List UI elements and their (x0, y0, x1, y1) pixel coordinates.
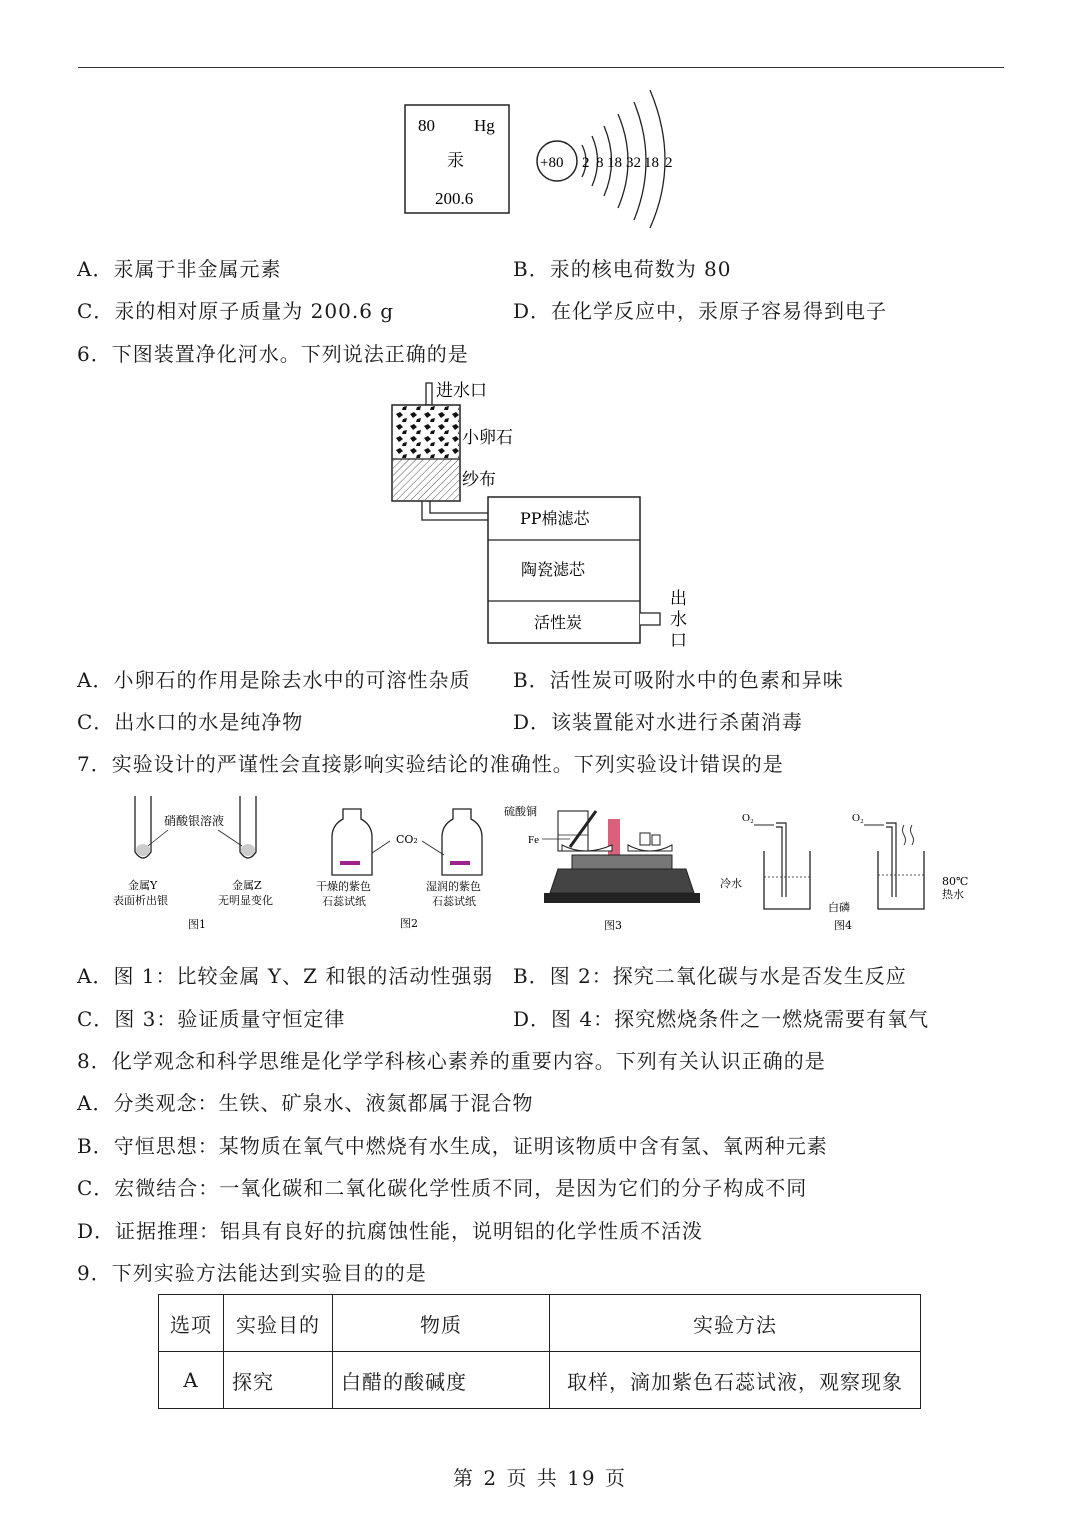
header-rule (78, 67, 1004, 68)
q7-option-c: C．图 3：验证质量守恒定律 (77, 1007, 346, 1031)
q8-option-b: B．守恒思想：某物质在氧气中燃烧有水生成，证明该物质中含有氢、氧两种元素 (77, 1134, 828, 1158)
table-header-cell: 实验目的 (224, 1295, 333, 1352)
q7-option-a: A．图 1：比较金属 Y、Z 和银的活动性强弱 (77, 964, 494, 988)
element-name: 汞 (447, 151, 464, 171)
o2-right-label: O₂ (852, 812, 864, 824)
table-cell: 白醋的酸碱度 (333, 1352, 550, 1409)
fig3-caption: 图3 (604, 919, 622, 932)
q7-figure-2 (310, 805, 510, 935)
q9-stem: 9．下列实验方法能达到实验目的的是 (77, 1261, 427, 1285)
q8-option-c: C．宏微结合：一氧化碳和二氧化碳化学性质不同，是因为它们的分子构成不同 (77, 1176, 808, 1200)
cold-water-label: 冷水 (720, 877, 742, 890)
metal-y-label: 金属Y (128, 879, 158, 892)
q7-stem: 7．实验设计的严谨性会直接影响实验结论的准确性。下列实验设计错误的是 (77, 752, 784, 776)
outlet-label-3: 口 (670, 631, 687, 651)
q8-option-d: D．证据推理：铝具有良好的抗腐蚀性能，说明铝的化学性质不活泼 (77, 1219, 704, 1243)
q7-figure-4 (716, 805, 978, 935)
fig4-caption: 图4 (834, 919, 852, 932)
silver-nitrate-label: 硝酸银溶液 (164, 814, 225, 828)
table-cell: A (159, 1352, 224, 1409)
page-footer: 第 2 页 共 19 页 (453, 1466, 627, 1490)
q6-option-d: D．该装置能对水进行杀菌消毒 (513, 710, 804, 734)
pp-filter-label: PP棉滤芯 (520, 509, 590, 528)
metal-z-result: 无明显变化 (218, 894, 273, 907)
q5-option-b: B．汞的核电荷数为 80 (513, 257, 732, 281)
pebble-label: 小卵石 (462, 428, 513, 448)
q7-option-b: B．图 2：探究二氧化碳与水是否发生反应 (513, 964, 907, 988)
table-header-row (159, 1295, 921, 1352)
co2-label: CO₂ (396, 833, 418, 846)
shell-1: 2 (582, 155, 590, 171)
table-cell: 探究 (224, 1352, 333, 1409)
table-header-cell: 物质 (333, 1295, 550, 1352)
q7-figure-3 (500, 795, 700, 935)
mercury-element-figure (400, 88, 690, 228)
hot-water-temp-label: 80℃ (942, 875, 969, 888)
element-number: 80 (418, 116, 435, 135)
wet-litmus-label-2: 石蕊试纸 (432, 895, 476, 908)
shell-5: 18 (644, 155, 659, 171)
q6-option-b: B．活性炭可吸附水中的色素和异味 (513, 668, 844, 692)
water-purifier-figure (380, 375, 700, 655)
fig1-caption: 图1 (188, 918, 206, 931)
table-cell: 取样，滴加紫色石蕊试液，观察现象 (550, 1352, 921, 1409)
dry-litmus-label-2: 石蕊试纸 (322, 895, 366, 908)
q6-option-a: A．小卵石的作用是除去水中的可溶性杂质 (77, 668, 471, 692)
carbon-filter-label: 活性炭 (534, 613, 583, 632)
nucleus-charge: +80 (540, 155, 564, 171)
table-row (159, 1352, 921, 1409)
table-header-cell: 实验方法 (550, 1295, 921, 1352)
ceramic-filter-label: 陶瓷滤芯 (521, 560, 586, 579)
q5-option-c: C．汞的相对原子质量为 200.6 g (77, 299, 395, 323)
shell-4: 32 (626, 155, 641, 171)
fig2-caption: 图2 (400, 917, 418, 930)
shell-6: 2 (665, 155, 673, 171)
outlet-label-2: 水 (670, 610, 687, 630)
outlet-label-1: 出 (670, 589, 687, 609)
element-mass: 200.6 (435, 189, 474, 208)
q7-figure-1 (100, 790, 300, 935)
q8-stem: 8．化学观念和科学思维是化学学科核心素养的重要内容。下列有关认识正确的是 (77, 1049, 826, 1073)
table-header-cell: 选项 (159, 1295, 224, 1352)
q6-stem: 6．下图装置净化河水。下列说法正确的是 (77, 342, 469, 366)
inlet-label: 进水口 (436, 381, 487, 401)
white-phosphorus-label: 白磷 (828, 901, 850, 914)
wet-litmus-label-1: 湿润的紫色 (426, 880, 481, 893)
shell-3: 18 (607, 155, 622, 171)
metal-y-result: 表面析出银 (113, 894, 168, 907)
o2-left-label: O₂ (742, 812, 754, 824)
q9-table (158, 1294, 921, 1409)
element-symbol: Hg (474, 116, 495, 135)
q5-option-d: D．在化学反应中，汞原子容易得到电子 (513, 299, 888, 323)
hot-water-label: 热水 (942, 888, 964, 901)
dry-litmus-label-1: 干燥的紫色 (316, 880, 371, 893)
copper-sulfate-label: 硫酸铜 (504, 805, 537, 818)
fe-label: Fe (528, 834, 539, 846)
metal-z-label: 金属Z (232, 879, 262, 892)
q8-option-a: A．分类观念：生铁、矿泉水、液氮都属于混合物 (77, 1091, 534, 1115)
q6-option-c: C．出水口的水是纯净物 (77, 710, 304, 734)
shell-2: 8 (596, 155, 604, 171)
gauze-label: 纱布 (462, 470, 496, 490)
q7-option-d: D．图 4：探究燃烧条件之一燃烧需要有氧气 (513, 1007, 930, 1031)
q5-option-a: A．汞属于非金属元素 (77, 257, 282, 281)
